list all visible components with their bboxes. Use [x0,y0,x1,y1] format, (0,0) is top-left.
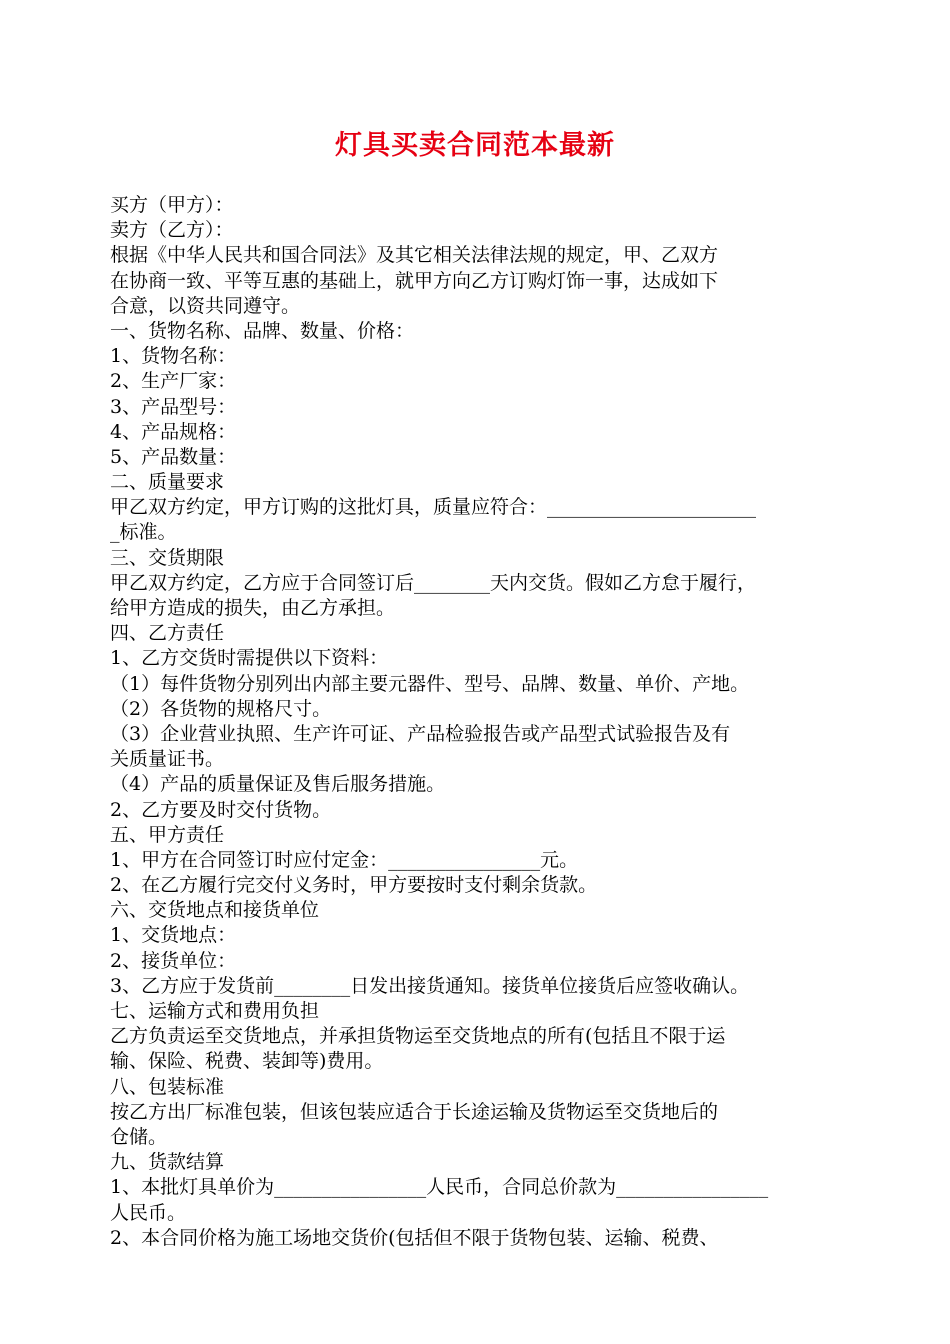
contract-line: 三、交货期限 [110,546,225,569]
contract-line: 3、产品型号： [110,395,237,418]
contract-line: 2、乙方要及时交付货物。 [110,798,332,821]
contract-line: 2、在乙方履行完交付义务时，甲方要按时支付剩余货款。 [110,874,598,897]
document-body [110,193,850,1251]
contract-line: 八、包装标准 [110,1075,225,1098]
contract-line: 甲乙双方约定，甲方订购的这批灯具，质量应符合：______________________ [110,496,757,519]
document-title: 灯具买卖合同范本最新 [335,130,615,161]
contract-line: （4）产品的质量保证及售后服务措施。 [110,773,446,796]
contract-line: 2、生产厂家： [110,370,237,393]
contract-line: 按乙方出厂标准包装，但该包装应适合于长途运输及货物运至交货地后的 [110,1100,719,1123]
contract-line: （2）各货物的规格尺寸。 [110,697,332,720]
contract-line: 六、交货地点和接货单位 [110,899,320,922]
contract-line: 甲乙双方约定，乙方应于合同签订后________天内交货。假如乙方怠于履行， [110,571,757,594]
contract-line: 九、货款结算 [110,1151,225,1174]
contract-line: 四、乙方责任 [110,622,225,645]
contract-line: 合意，以资共同遵守。 [110,294,301,317]
contract-line: 乙方负责运至交货地点，并承担货物运至交货地点的所有(包括且不限于运 [110,1025,726,1048]
contract-line: 一、货物名称、品牌、数量、价格： [110,319,415,342]
contract-line: 七、运输方式和费用负担 [110,1000,320,1022]
contract-line: 输、保险、税费、装卸等)费用。 [110,1050,384,1073]
contract-line: 2、接货单位： [110,949,237,972]
contract-line: _标准。 [110,521,177,544]
contract-line: 根据《中华人民共和国合同法》及其它相关法律法规的规定，甲、乙双方 [110,244,719,267]
contract-line: 1、本批灯具单价为________________人民币，合同总价款为________________ [110,1176,769,1199]
contract-line: 人民币。 [110,1201,187,1224]
contract-line: （1）每件货物分别列出内部主要元器件、型号、品牌、数量、单价、产地。 [110,672,750,695]
contract-line: 3、乙方应于发货前________日发出接货通知。接货单位接货后应签收确认。 [110,974,750,997]
contract-line: 买方（甲方）： [110,194,234,216]
contract-line: 给甲方造成的损失，由乙方承担。 [110,597,396,619]
contract-line: 卖方（乙方）： [110,219,234,242]
contract-line: 1、甲方在合同签订时应付定金：________________元。 [110,848,579,871]
contract-line: 5、产品数量： [110,445,237,468]
contract-line: 1、货物名称： [110,345,237,368]
contract-line: 关质量证书。 [110,748,225,771]
contract-line: 在协商一致、平等互惠的基础上，就甲方向乙方订购灯饰一事，达成如下 [110,269,719,292]
contract-line: 1、乙方交货时需提供以下资料： [110,647,389,670]
contract-line: 2、本合同价格为施工场地交货价(包括但不限于货物包装、运输、税费、 [110,1226,719,1249]
contract-line: 仓储。 [110,1125,168,1148]
contract-line: 五、甲方责任 [110,823,225,846]
contract-line: （3）企业营业执照、生产许可证、产品检验报告或产品型式试验报告及有 [110,722,731,745]
contract-line: 二、质量要求 [110,471,225,494]
contract-line: 1、交货地点： [110,924,237,947]
contract-line: 4、产品规格： [110,420,237,443]
